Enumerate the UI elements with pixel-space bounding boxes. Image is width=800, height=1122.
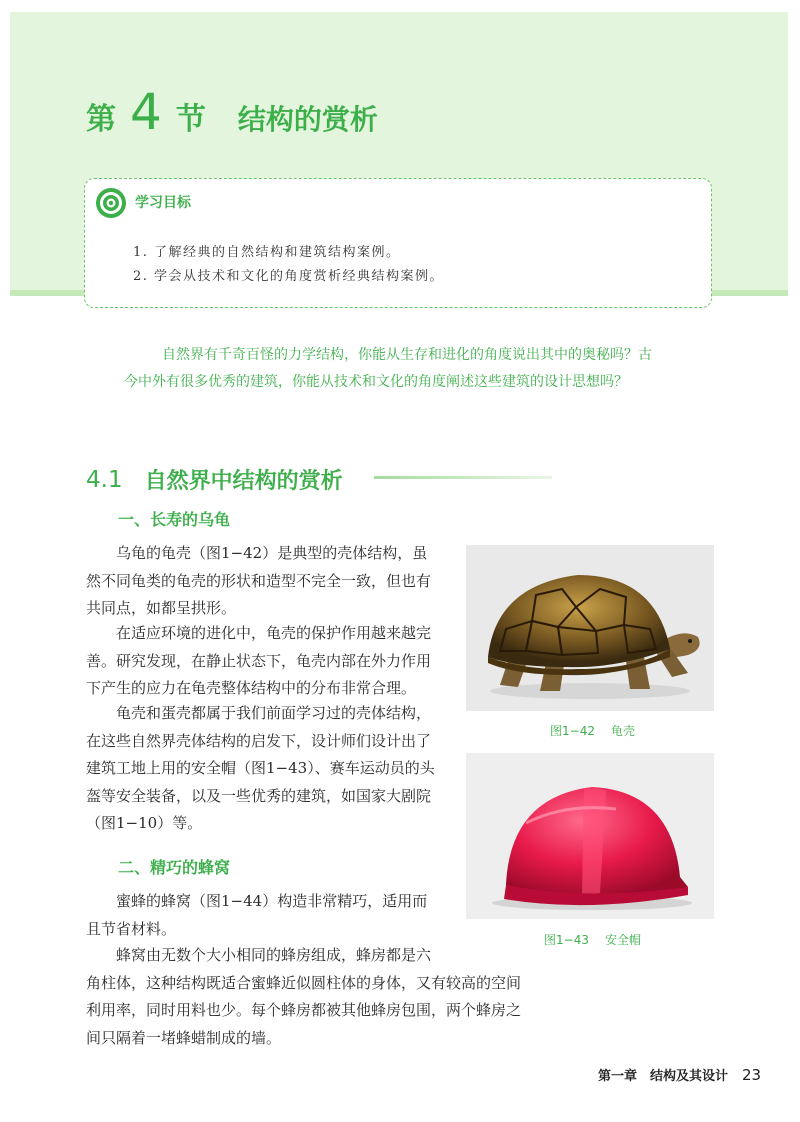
figure-caption: 图1−43 安全帽 [544,933,641,947]
tortoise-illustration [466,545,714,711]
target-icon [95,187,127,219]
paragraph: 蜜蜂的蜂窝（图1−44）构造非常精巧，适用而 且节省材料。 [86,892,428,938]
helmet-photo [466,753,714,919]
subsection-name: 自然界中结构的赏析 [144,469,343,494]
goals-title: 学习目标 [135,195,191,211]
figure-caption: 图1−42 龟壳 [550,724,635,738]
goal-item: 1. 了解经典的自然结构和建筑结构案例。 [133,245,401,260]
paragraph: 乌龟的龟壳（图1−42）是典型的壳体结构，虽 然不同龟类的龟壳的形状和造型不完全一致，但也有 共同点，如都呈拱形。 [86,544,432,617]
intro-line: 自然界有千奇百怪的力学结构，你能从生存和进化的角度说出其中的奥秘吗？古 [162,347,652,363]
page-footer [598,1065,761,1084]
heading-number: 4 [130,83,162,141]
helmet-illustration [466,753,714,919]
heading-prefix: 第 [86,102,116,137]
learning-goals-box [84,178,712,308]
subheading-tortoise: 一、长寿的乌龟 [118,510,231,529]
subsection-number: 4.1 [86,466,123,493]
title-underline [374,476,552,479]
goal-item: 2. 学会从技术和文化的角度赏析经典结构案例。 [133,269,445,284]
intro-line: 今中外有很多优秀的建筑，你能从技术和文化的角度阐述这些建筑的设计思想吗？ [124,374,628,390]
page-number: 23 [742,1065,762,1084]
subsection-title [86,464,343,495]
paragraph: 龟壳和蛋壳都属于我们前面学习过的壳体结构， 在这些自然界壳体结构的启发下，设计师们设计出了 建筑工地上用的安全帽（图1−43）、赛车运动员的头 盔等安全装备，以及一些优秀的建筑，如国家大剧院 （图1−10）等。 [86,704,435,832]
chapter-label: 第一章 结构及其设计 [598,1069,729,1084]
paragraph: 蜂窝由无数个大小相同的蜂房组成，蜂房都是六 角柱体，这种结构既适合蜜蜂近似圆柱体的身体，又有较高的空间 利用率，同时用料也少。每个蜂房都被其他蜂房包围，两个蜂房之 间只隔着一堵蜂蜡制成的墙。 [86,946,522,1047]
subheading-honeycomb: 二、精巧的蜂窝 [118,858,231,877]
section-heading [86,83,378,141]
paragraph: 在适应环境的进化中，龟壳的保护作用越来越完 善。研究发现，在静止状态下，龟壳内部在外力作用 下产生的应力在龟壳整体结构中的分布非常合理。 [86,624,432,697]
tortoise-photo [466,545,714,711]
heading-suffix: 节 [175,102,206,137]
heading-title: 结构的赏析 [237,103,378,136]
